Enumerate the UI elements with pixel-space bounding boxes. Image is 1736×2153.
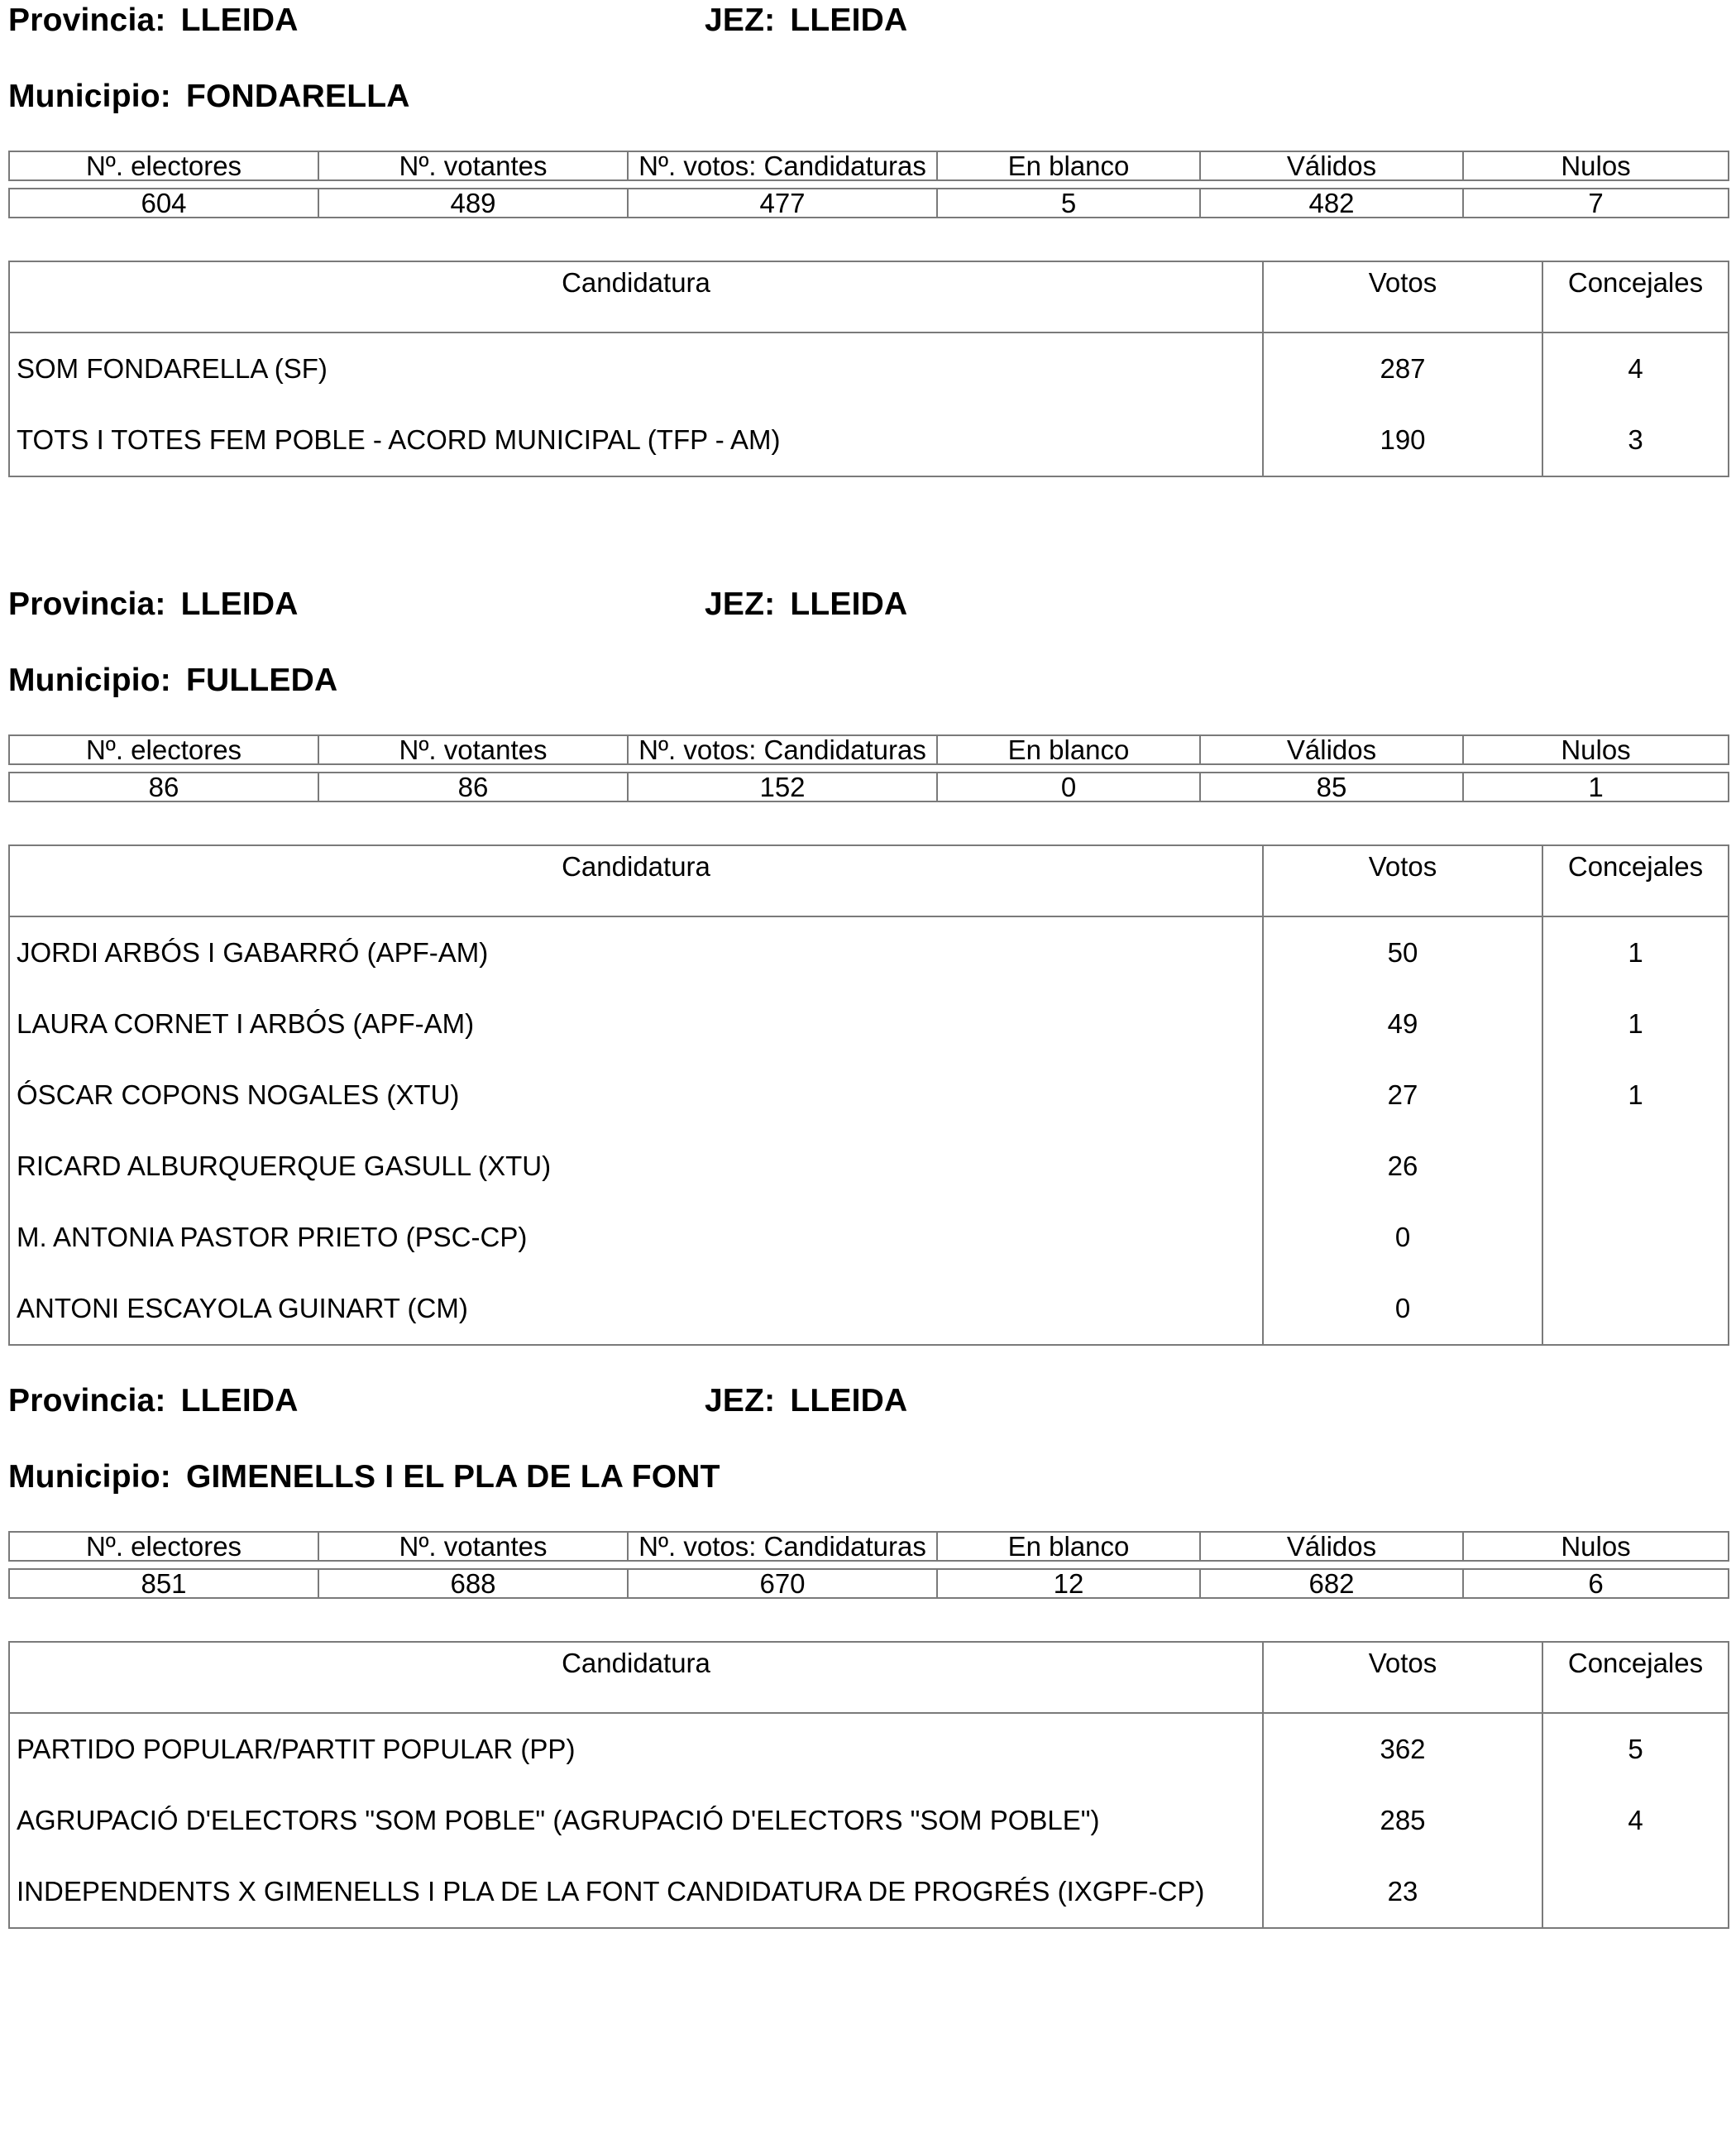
summary-value-row: [9, 1569, 1729, 1598]
summary-header-row: [9, 1532, 1729, 1561]
summary-header-cell: Válidos: [1200, 1532, 1463, 1561]
candidate-name: PARTIDO POPULAR/PARTIT POPULAR (PP): [17, 1734, 576, 1764]
candidate-row: [9, 1785, 1729, 1856]
candidate-name: INDEPENDENTS X GIMENELLS I PLA DE LA FONT CANDIDATURA DE PROGRÉS (IXGPF-CP): [17, 1876, 1205, 1907]
summary-value-cell: 12: [937, 1569, 1200, 1598]
provincia-heading: Provincia: LLEIDA: [8, 2, 299, 38]
provincia-heading: Provincia: LLEIDA: [8, 586, 299, 622]
candidate-concejales: [1542, 1273, 1729, 1345]
votos-header: Votos: [1263, 1642, 1542, 1713]
summary-header-cell: Válidos: [1200, 735, 1463, 764]
summary-header-cell: Nº. votos: Candidaturas: [628, 735, 937, 764]
summary-header-cell: Nº. votos: Candidaturas: [628, 151, 937, 180]
summary-value-cell: 682: [1200, 1569, 1463, 1598]
candidate-concejales: 1: [1542, 916, 1729, 988]
provincia-value: LLEIDA: [180, 1383, 299, 1419]
summary-value-row: [9, 189, 1729, 218]
candidate-row: [9, 916, 1729, 988]
candidates-table: [8, 261, 1729, 477]
candidate-votos: 49: [1263, 988, 1542, 1060]
candidate-row: [9, 404, 1729, 476]
summary-header-cell: Nº. electores: [9, 1532, 318, 1561]
summary-value-cell: 85: [1200, 773, 1463, 801]
summary-value-cell: 6: [1463, 1569, 1729, 1598]
candidate-votos: 50: [1263, 916, 1542, 988]
section-gimenells: [8, 1380, 1728, 1935]
summary-header-cell: Nº. votos: Candidaturas: [628, 1532, 937, 1561]
summary-header-cell: Nº. votantes: [318, 151, 628, 180]
summary-value-cell: 489: [318, 189, 628, 218]
summary-table: [8, 1531, 1729, 1599]
summary-header-row: [9, 735, 1729, 764]
summary-header-cell: Nº. votantes: [318, 1532, 628, 1561]
candidate-votos: 27: [1263, 1060, 1542, 1131]
summary-value-cell: 477: [628, 189, 937, 218]
summary-header-cell: Nº. votantes: [318, 735, 628, 764]
candidate-concejales: 5: [1542, 1713, 1729, 1785]
candidate-row: [9, 1202, 1729, 1273]
candidatura-header: Candidatura: [9, 261, 1263, 333]
candidate-name: RICARD ALBURQUERQUE GASULL (XTU): [17, 1151, 552, 1181]
votos-header: Votos: [1263, 845, 1542, 916]
candidates-header-row: [9, 845, 1729, 916]
candidate-row: [9, 1273, 1729, 1345]
municipio-value: FONDARELLA: [185, 79, 410, 114]
candidate-concejales: [1542, 1202, 1729, 1273]
summary-header-cell: Nulos: [1463, 1532, 1729, 1561]
municipio-value: FULLEDA: [185, 663, 338, 698]
candidate-votos: 26: [1263, 1131, 1542, 1202]
candidatura-header: Candidatura: [9, 845, 1263, 916]
provincia-heading: Provincia: LLEIDA: [8, 1383, 299, 1419]
candidate-votos: 0: [1263, 1202, 1542, 1273]
jez-value: LLEIDA: [790, 1383, 908, 1419]
summary-value-row: [9, 773, 1729, 801]
jez-heading: JEZ: LLEIDA: [705, 586, 908, 622]
candidate-name: M. ANTONIA PASTOR PRIETO (PSC-CP): [17, 1222, 528, 1252]
summary-value-cell: 152: [628, 773, 937, 801]
candidate-name: AGRUPACIÓ D'ELECTORS "SOM POBLE" (AGRUPACIÓ D'ELECTORS "SOM POBLE"): [17, 1805, 1100, 1835]
jez-heading: JEZ: LLEIDA: [705, 1383, 908, 1419]
municipio-heading: Municipio: FULLEDA: [8, 663, 338, 698]
summary-header-cell: Válidos: [1200, 151, 1463, 180]
candidate-votos: 190: [1263, 404, 1542, 476]
candidate-concejales: 3: [1542, 404, 1729, 476]
candidates-table: [8, 844, 1729, 1346]
candidate-name: LAURA CORNET I ARBÓS (APF-AM): [17, 1008, 475, 1039]
summary-header-cell: En blanco: [937, 735, 1200, 764]
candidate-row: [9, 1856, 1729, 1928]
summary-value-cell: 482: [1200, 189, 1463, 218]
summary-value-cell: 604: [9, 189, 318, 218]
summary-header-cell: En blanco: [937, 1532, 1200, 1561]
jez-value: LLEIDA: [790, 586, 908, 622]
candidate-name: TOTS I TOTES FEM POBLE - ACORD MUNICIPAL (TFP - AM): [17, 424, 781, 455]
concejales-header: Concejales: [1542, 1642, 1729, 1713]
candidate-name: JORDI ARBÓS I GABARRÓ (APF-AM): [17, 937, 489, 968]
jez-value: LLEIDA: [790, 2, 908, 38]
summary-header-row: [9, 151, 1729, 180]
summary-table: [8, 734, 1729, 802]
candidate-concejales: [1542, 1856, 1729, 1928]
summary-value-cell: 86: [318, 773, 628, 801]
candidate-concejales: [1542, 1131, 1729, 1202]
summary-value-cell: 7: [1463, 189, 1729, 218]
candidate-concejales: 1: [1542, 1060, 1729, 1131]
provincia-value: LLEIDA: [180, 586, 299, 622]
candidate-row: [9, 1713, 1729, 1785]
summary-value-cell: 0: [937, 773, 1200, 801]
summary-value-cell: 1: [1463, 773, 1729, 801]
summary-value-cell: 5: [937, 189, 1200, 218]
candidate-name: ANTONI ESCAYOLA GUINART (CM): [17, 1293, 468, 1323]
votos-header: Votos: [1263, 261, 1542, 333]
candidates-header-row: [9, 1642, 1729, 1713]
candidate-votos: 285: [1263, 1785, 1542, 1856]
candidates-header-row: [9, 261, 1729, 333]
candidatura-header: Candidatura: [9, 1642, 1263, 1713]
candidate-votos: 287: [1263, 333, 1542, 404]
concejales-header: Concejales: [1542, 845, 1729, 916]
municipio-heading: Municipio: GIMENELLS I EL PLA DE LA FONT: [8, 1459, 720, 1495]
jez-heading: JEZ: LLEIDA: [705, 2, 908, 38]
summary-header-cell: Nulos: [1463, 151, 1729, 180]
summary-value-cell: 851: [9, 1569, 318, 1598]
summary-value-cell: 688: [318, 1569, 628, 1598]
candidate-concejales: 4: [1542, 1785, 1729, 1856]
summary-value-cell: 670: [628, 1569, 937, 1598]
candidate-row: [9, 988, 1729, 1060]
candidate-row: [9, 1131, 1729, 1202]
municipio-value: GIMENELLS I EL PLA DE LA FONT: [185, 1459, 720, 1495]
section-fulleda: [8, 584, 1728, 1345]
summary-header-cell: En blanco: [937, 151, 1200, 180]
summary-table: [8, 151, 1729, 218]
candidates-table: [8, 1641, 1729, 1929]
candidate-row: [9, 333, 1729, 404]
municipio-heading: Municipio: FONDARELLA: [8, 79, 410, 114]
candidate-concejales: 4: [1542, 333, 1729, 404]
candidate-votos: 0: [1263, 1273, 1542, 1345]
candidate-name: SOM FONDARELLA (SF): [17, 353, 328, 384]
candidate-concejales: 1: [1542, 988, 1729, 1060]
concejales-header: Concejales: [1542, 261, 1729, 333]
section-fondarella: [8, 0, 1728, 471]
candidate-row: [9, 1060, 1729, 1131]
candidate-name: ÓSCAR COPONS NOGALES (XTU): [17, 1079, 460, 1110]
candidate-votos: 23: [1263, 1856, 1542, 1928]
provincia-value: LLEIDA: [180, 2, 299, 38]
candidate-votos: 362: [1263, 1713, 1542, 1785]
summary-header-cell: Nº. electores: [9, 151, 318, 180]
summary-header-cell: Nº. electores: [9, 735, 318, 764]
summary-value-cell: 86: [9, 773, 318, 801]
summary-header-cell: Nulos: [1463, 735, 1729, 764]
